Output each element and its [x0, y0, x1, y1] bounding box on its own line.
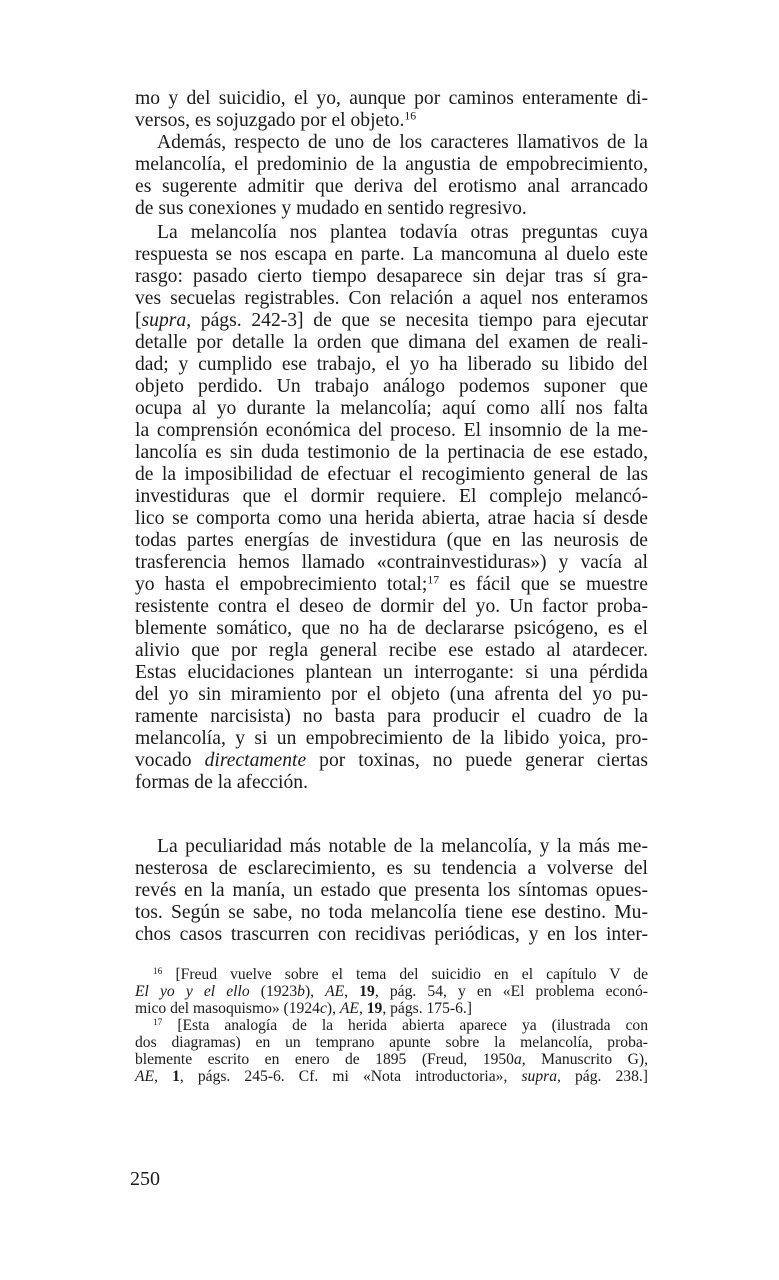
footnote-ref-16[interactable]: 16 — [404, 109, 417, 123]
body-line: la comprensión económica del proceso. El insomnio de la me- — [135, 420, 648, 441]
footnote-16-line: El yo y el ello (1923b), AE, 19, pág. 54, y en «El problema econó- — [135, 983, 648, 1000]
body-line: mo y del suicidio, el yo, aunque por caminos enteramente di- — [135, 88, 648, 109]
body-line: Estas elucidaciones plantean un interrogante: si una pérdida — [135, 662, 648, 683]
footnote-17-line: AE, 1, págs. 245-6. Cf. mi «Nota introductoria», supra, pág. 238.] — [135, 1068, 648, 1085]
body-line — [135, 110, 648, 132]
body-line: investiduras que el dormir requiere. El complejo melancó- — [135, 486, 648, 507]
body-line: es sugerente admitir que deriva del erotismo anal arrancado — [135, 176, 648, 197]
body-line: tos. Según se sabe, no toda melancolía tiene ese destino. Mu- — [135, 902, 648, 923]
body-line: ves secuelas registrables. Con relación a aquel nos enteramos — [135, 288, 648, 309]
body-line: melancolía, el predominio de la angustia de empobrecimiento, — [135, 154, 648, 175]
body-line: La peculiaridad más notable de la melancolía, y la más me- — [157, 836, 648, 857]
body-line: ocupa al yo durante la melancolía; aquí como allí nos falta — [135, 398, 648, 419]
body-line: resistente contra el deseo de dormir del yo. Un factor proba- — [135, 596, 648, 617]
body-line: [supra, págs. 242-3] de que se necesita tiempo para ejecutar — [135, 310, 648, 331]
footnote-16-line: $^{16}$ [Freud vuelve sobre el tema del suicidio en el capítulo V de — [153, 966, 648, 983]
footnote-ref-17[interactable]: 17 — [427, 573, 440, 587]
body-line: blemente somático, que no ha de declararse psicógeno, es el — [135, 618, 648, 639]
body-line: nesterosa de esclarecimiento, es su tendencia a volverse del — [135, 858, 648, 879]
body-line: lico se comporta como una herida abierta, atrae hacia sí desde — [135, 508, 648, 529]
italic-supra: supra — [141, 310, 187, 331]
body-line: revés en la manía, un estado que presenta los síntomas opues- — [135, 880, 648, 901]
body-line: formas de la afección. — [135, 772, 308, 793]
body-line — [135, 574, 648, 596]
body-line: vocado directamente por toxinas, no puede generar ciertas — [135, 750, 649, 771]
body-text: versos, es sojuzgado por el objeto. — [135, 110, 405, 131]
body-line: melancolía, y si un empobrecimiento de la libido yoica, pro- — [135, 728, 648, 749]
footnote-17-line: $^{17}$ [Esta analogía de la herida abierta aparece ya (ilustrada con — [153, 1017, 649, 1034]
footnote-number: 16 — [153, 966, 163, 977]
body-line: chos casos trascurren con recidivas periódicas, y en los inter- — [135, 924, 648, 945]
body-line: trasferencia hemos llamado «contrainvestiduras») y vacía al — [135, 552, 648, 573]
body-line: detalle por detalle la orden que dimana del examen de reali- — [135, 332, 648, 353]
body-line: dad; y cumplido ese trabajo, el yo ha liberado su libido del — [135, 354, 648, 375]
body-line: lancolía es sin duda testimonio de la pertinacia de ese estado, — [135, 442, 648, 463]
body-line: de la imposibilidad de efectuar el recogimiento general de las — [135, 464, 648, 485]
body-line: ramente narcisista) no basta para producir el cuadro de la — [135, 706, 648, 727]
body-line: La melancolía nos plantea todavía otras preguntas cuya — [157, 222, 648, 243]
body-text: yo hasta el empobrecimiento total; — [135, 574, 428, 595]
body-line: del yo sin miramiento por el objeto (una afrenta del yo pu- — [135, 684, 648, 705]
body-line: todas partes energías de investidura (que en las neurosis de — [135, 530, 648, 551]
footnote-16-line: mico del masoquismo» (1924c), AE, 19, págs. 175-6.] — [135, 1000, 472, 1017]
footnote-17-line: dos diagramas) en un temprano apunte sobre la melancolía, proba- — [135, 1034, 648, 1051]
body-line: de sus conexiones y mudado en sentido regresivo. — [135, 198, 527, 219]
body-line: rasgo: pasado cierto tiempo desaparece sin dejar tras sí gra- — [135, 266, 648, 287]
body-line: objeto perdido. Un trabajo análogo podemos suponer que — [135, 376, 648, 397]
footnote-number: 17 — [153, 1017, 163, 1028]
body-line: Además, respecto de uno de los caracteres llamativos de la — [157, 132, 648, 153]
body-line: alivio que por regla general recibe ese estado al atardecer. — [135, 640, 648, 661]
page-number: 250 — [130, 1168, 160, 1190]
body-text: es fácil que se muestre — [449, 574, 648, 595]
body-line: respuesta se nos escapa en parte. La mancomuna al duelo este — [135, 244, 648, 265]
footnote-17-line: blemente escrito en enero de 1895 (Freud, 1950a, Manuscrito G), — [135, 1051, 648, 1068]
